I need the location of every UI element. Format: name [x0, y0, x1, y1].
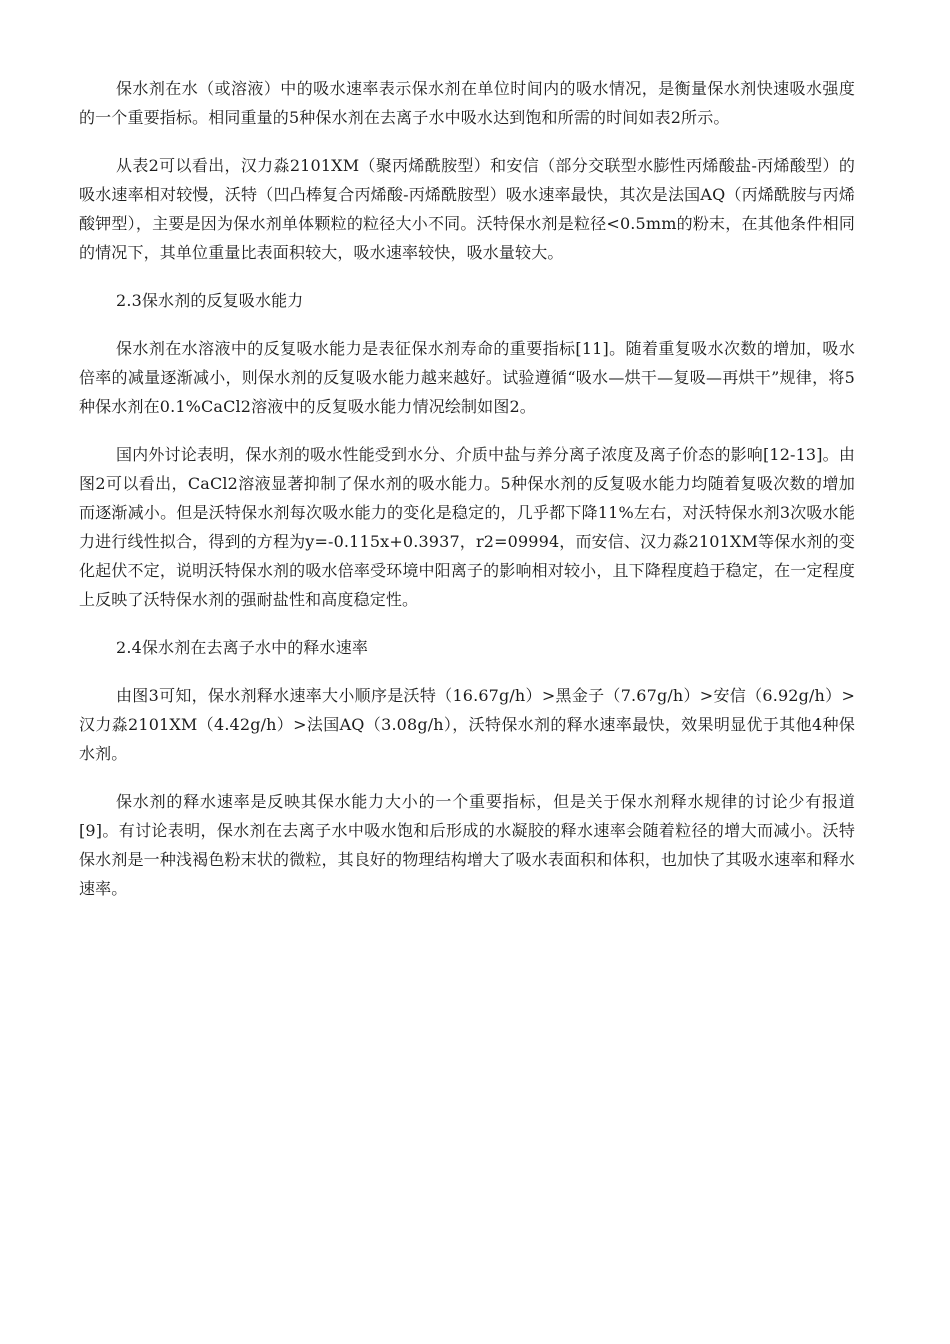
paragraph-release-rate-discussion: 保水剂的释水速率是反映其保水能力大小的一个重要指标，但是关于保水剂释水规律的讨论少有报道[9]。有讨论表明，保水剂在去离子水中吸水饱和后形成的水凝胶的释水速率会随着粒径的增大而减小。沃特保水剂是一种浅褐色粉末状的微粒，其良好的物理结构增大了吸水表面积和体积，也加快了其吸水速率和释水速率。 [79, 792, 855, 898]
paragraph-repeated-absorption-intro: 保水剂在水溶液中的反复吸水能力是表征保水剂寿命的重要指标[11]。随着重复吸水次数的增加，吸水倍率的减量逐渐减小，则保水剂的反复吸水能力越来越好。试验遵循“吸水—烘干—复吸—再烘干”规律，将5种保水剂在0.1%CaCl2溶液中的反复吸水能力情况绘制如图2。 [79, 339, 855, 416]
section-heading-2-3: 2.3保水剂的反复吸水能力 [116, 291, 304, 310]
paragraph-repeated-absorption-discussion: 国内外讨论表明，保水剂的吸水性能受到水分、介质中盐与养分离子浓度及离子价态的影响[12-13]。由图2可以看出，CaCl2溶液显著抑制了保水剂的吸水能力。5种保水剂的反复吸水能力均随着复吸次数的增加而逐渐减小。但是沃特保水剂每次吸水能力的变化是稳定的，几乎都下降11%左右，对沃特保水剂3次吸水能力进行线性拟合，得到的方程为y=-0.115x+0.3937，r2=09994，而安信、汉力淼2101XM等保水剂的变化起伏不定，说明沃特保水剂的吸水倍率受环境中阳离子的影响相对较小，且下降程度趋于稳定，在一定程度上反映了沃特保水剂的强耐盐性和高度稳定性。 [79, 445, 855, 609]
paragraph-water-absorption-rate-definition: 保水剂在水（或溶液）中的吸水速率表示保水剂在单位时间内的吸水情况，是衡量保水剂快速吸水强度的一个重要指标。相同重量的5种保水剂在去离子水中吸水达到饱和所需的时间如表2所示。 [79, 79, 855, 127]
paragraph-release-rate-results: 由图3可知，保水剂释水速率大小顺序是沃特（16.67g/h）>黑金子（7.67g/h）>安信（6.92g/h）>汉力淼2101XM（4.42g/h）>法国AQ（3.08g/h），沃特保水剂的释水速率最快，效果明显优于其他4种保水剂。 [79, 686, 855, 763]
section-heading-2-4: 2.4保水剂在去离子水中的释水速率 [116, 638, 368, 657]
document-page [79, 74, 855, 922]
paragraph-table2-analysis: 从表2可以看出，汉力淼2101XM（聚丙烯酰胺型）和安信（部分交联型水膨性丙烯酸盐-丙烯酸型）的吸水速率相对较慢，沃特（凹凸棒复合丙烯酸-丙烯酰胺型）吸水速率最快，其次是法国AQ（丙烯酰胺与丙烯酸钾型），主要是因为保水剂单体颗粒的粒径大小不同。沃特保水剂是粒径<0.5mm的粉末，在其他条件相同的情况下，其单位重量比表面积较大，吸水速率较快，吸水量较大。 [79, 156, 855, 262]
